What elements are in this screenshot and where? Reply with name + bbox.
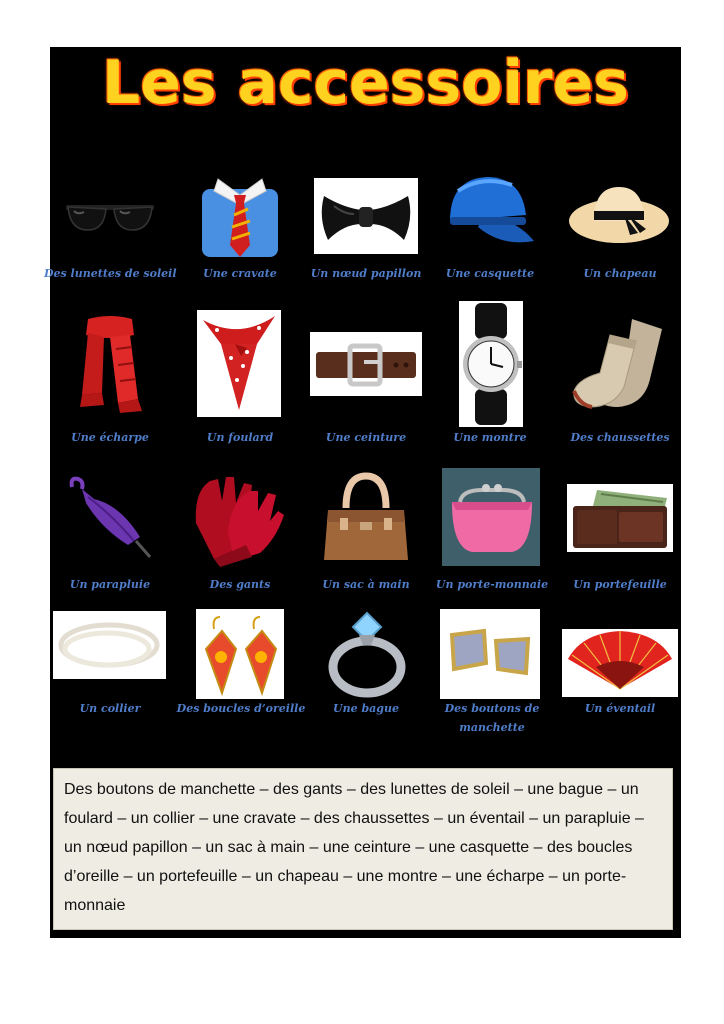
item-label: Une cravate <box>203 267 277 280</box>
item-label: Une bague <box>333 702 399 715</box>
cufflinks-icon <box>440 609 540 699</box>
item-label: Un portefeuille <box>573 578 667 591</box>
item-label: Un sac à main <box>322 578 410 591</box>
item-label: Un collier <box>79 702 141 715</box>
item-label: Un porte-monnaie <box>435 578 549 591</box>
sunglasses-icon <box>64 197 156 237</box>
bow-tie-icon <box>314 178 418 254</box>
item-label: Un éventail <box>584 702 656 715</box>
item-label: Une montre <box>453 431 527 444</box>
item-label: Des lunettes de soleil <box>44 267 177 280</box>
scarf-icon <box>76 313 144 415</box>
item-label: Une écharpe <box>71 431 149 444</box>
item-label: Des boucles d’oreille <box>176 702 306 715</box>
coin-purse-icon <box>442 468 540 566</box>
item-label: Une casquette <box>445 267 535 280</box>
umbrella-icon <box>66 475 156 563</box>
gloves-icon <box>188 471 286 567</box>
belt-icon <box>310 332 422 396</box>
item-label: Un nœud papillon <box>310 267 422 280</box>
necklace-icon <box>53 611 166 679</box>
handbag-icon <box>320 472 412 564</box>
tie-icon <box>198 175 282 259</box>
item-label: Des boutons de manchette <box>444 702 540 734</box>
socks-icon <box>570 315 670 413</box>
wallet-icon <box>567 484 673 552</box>
item-label: Des gants <box>209 578 271 591</box>
neckerchief-icon <box>197 310 281 417</box>
earrings-icon <box>196 609 284 699</box>
page-title: Les accessoires <box>101 48 630 118</box>
item-label: Un parapluie <box>69 578 151 591</box>
ring-icon <box>323 607 413 699</box>
word-bank: Des boutons de manchette – des gants – des lunettes de soleil – une bague – un foulard – un collier – une cravate – des chaussettes – un éventail – un parapluie – un nœud papillon – un sac à main – une ceinture – une casquette – des boucles d’oreille – un portefeuille – un chapeau – une montre – une écharpe – un porte-monnaie <box>53 768 673 930</box>
item-label: Un foulard <box>206 431 274 444</box>
item-label: Des chaussettes <box>570 431 670 444</box>
watch-icon <box>459 301 523 427</box>
hat-icon <box>568 181 670 253</box>
fan-icon <box>562 629 678 697</box>
cap-icon <box>442 171 538 257</box>
item-label: Un chapeau <box>583 267 657 280</box>
item-label: Une ceinture <box>325 431 407 444</box>
